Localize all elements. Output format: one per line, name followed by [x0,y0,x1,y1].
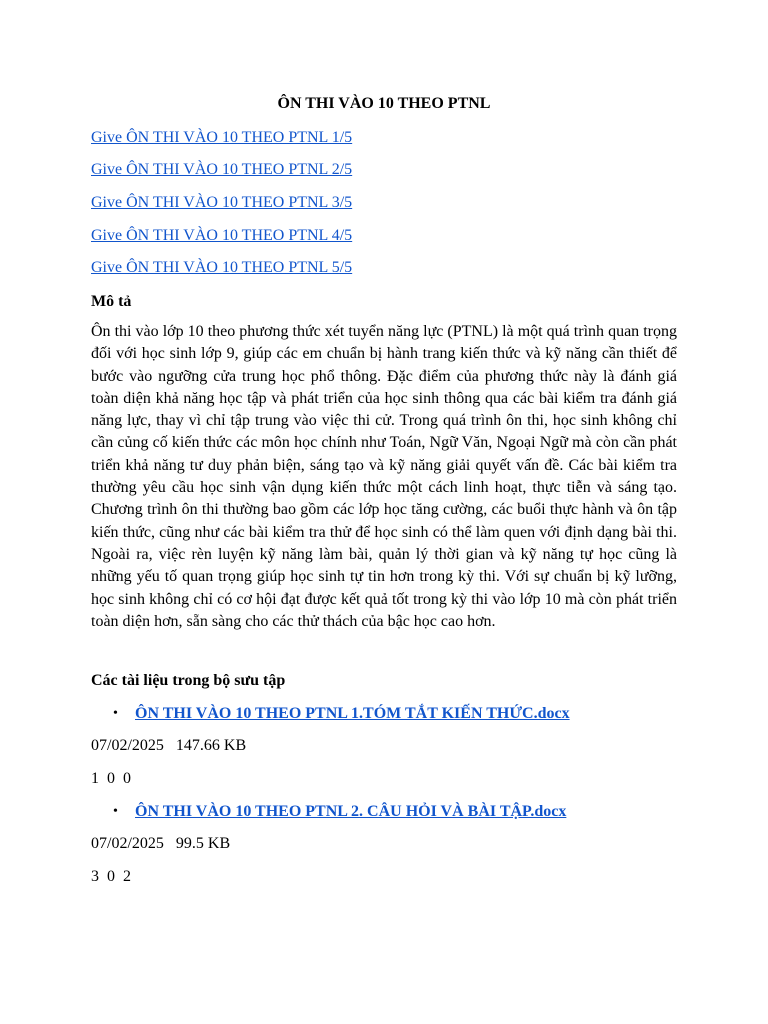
document-date-size-1: 07/02/2025 147.66 KB [91,737,247,754]
bullet-icon: • [113,804,118,819]
description-paragraph: Ôn thi vào lớp 10 theo phương thức xét tuyển năng lực (PTNL) là một quá trình quan trọng đối với học sinh lớp 9, giúp các em chuẩn bị hành trang kiến thức và kỹ năng cần thiết để bước vào ngưỡng cửa trung học phổ thông. Đặc điểm của phương thức này là đánh giá toàn diện khả năng học tập và phát triển của học sinh thông qua các bài kiểm tra đánh giá năng lực, thay vì chỉ tập trung vào việc thi cử. Trong quá trình ôn thi, học sinh không chỉ cần củng cố kiến thức các môn học chính như Toán, Ngữ Văn, Ngoại Ngữ mà còn cần phát triển khả năng tư duy phản biện, sáng tạo và kỹ năng giải quyết vấn đề. Các bài kiểm tra thường yêu cầu học sinh vận dụng kiến thức một cách linh hoạt, thực tiễn và sáng tạo. Chương trình ôn thi thường bao gồm các lớp học tăng cường, các buổi thực hành và ôn tập kiến thức, cũng như các bài kiểm tra thử để học sinh có thể làm quen với định dạng bài thi. Ngoài ra, việc rèn luyện kỹ năng làm bài, quản lý thời gian và kỹ năng tự học cũng là những yếu tố quan trọng giúp học sinh tự tin hơn trong kỳ thi. Với sự chuẩn bị kỹ lưỡng, học sinh không chỉ có cơ hội đạt được kết quả tốt trong kỳ thi vào lớp 10 mà còn phát triển toàn diện hơn, sẵn sàng cho các thử thách của bậc học cao hơn. [91,323,677,630]
give-link-2[interactable]: Give ÔN THI VÀO 10 THEO PTNL 2/5 [91,161,353,178]
page-title: ÔN THI VÀO 10 THEO PTNL [277,95,491,112]
give-link-5[interactable]: Give ÔN THI VÀO 10 THEO PTNL 5/5 [91,259,353,276]
document-date-size-2: 07/02/2025 99.5 KB [91,835,231,852]
document-stats-1: 1 0 0 [91,770,131,787]
bullet-icon: • [113,706,118,721]
document-stats-2: 3 0 2 [91,868,131,885]
document-link-2[interactable]: ÔN THI VÀO 10 THEO PTNL 2. CÂU HỎI VÀ BÀI TẬP.docx [135,803,567,820]
give-link-1[interactable]: Give ÔN THI VÀO 10 THEO PTNL 1/5 [91,129,353,146]
give-link-3[interactable]: Give ÔN THI VÀO 10 THEO PTNL 3/5 [91,194,353,211]
give-link-4[interactable]: Give ÔN THI VÀO 10 THEO PTNL 4/5 [91,227,353,244]
document-link-1[interactable]: ÔN THI VÀO 10 THEO PTNL 1.TÓM TẮT KIẾN THỨC.docx [135,705,570,722]
collection-heading: Các tài liệu trong bộ sưu tập [91,672,286,689]
description-heading: Mô tả [91,293,132,310]
